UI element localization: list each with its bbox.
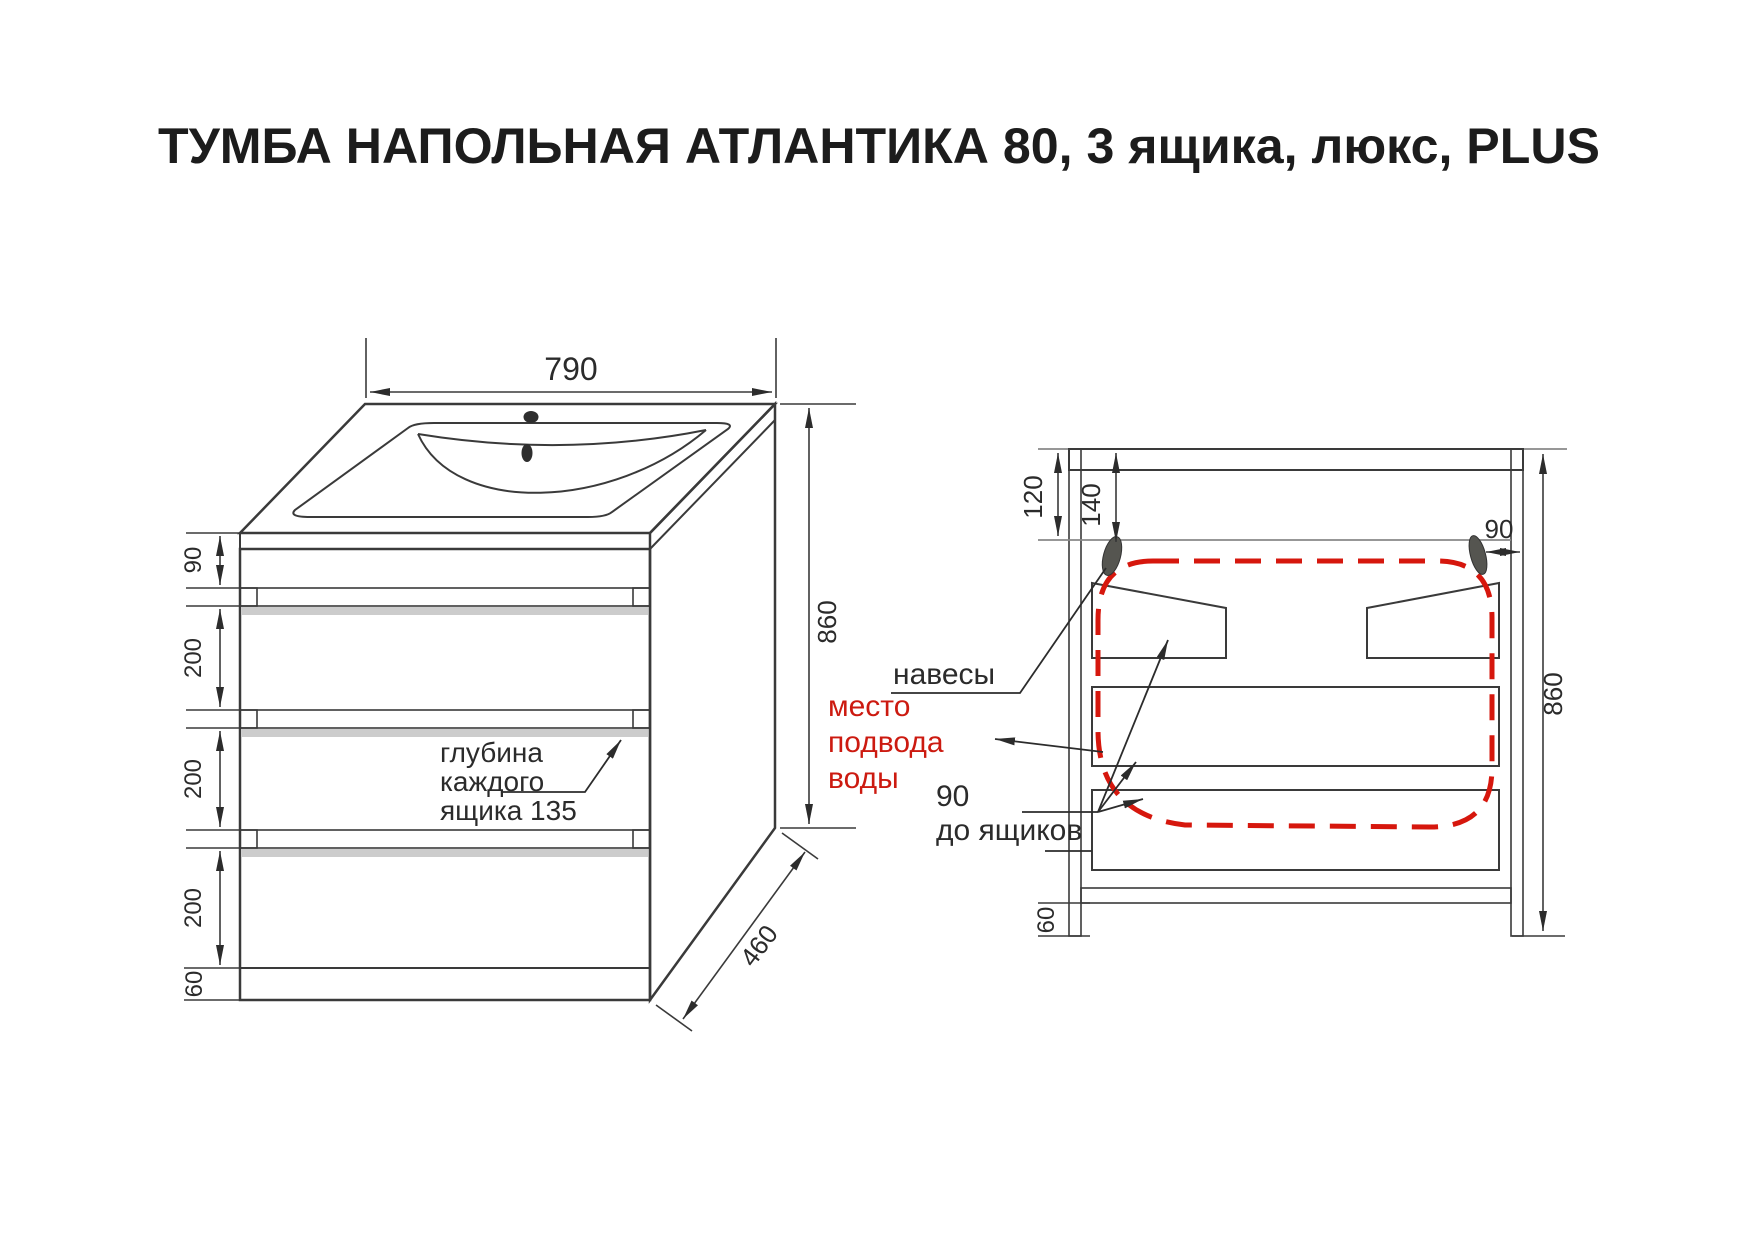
hangers-label: навесы: [893, 658, 996, 691]
water-label-line-2: подвода: [828, 726, 944, 759]
dim-label-200-2: 200: [180, 758, 207, 800]
overflow-hole: [522, 444, 533, 462]
note-line-2: каждого: [440, 766, 545, 797]
dim-label-140: 140: [1076, 483, 1106, 527]
faucet-hole: [524, 411, 539, 423]
note-line-3: ящика 135: [440, 795, 577, 826]
dim-label-200-3: 200: [180, 887, 207, 929]
dim-label-90: 90: [180, 546, 207, 574]
page-title: ТУМБА НАПОЛЬНАЯ АТЛАНТИКА 80, 3 ящика, люкс, PLUS: [158, 118, 1600, 174]
gap-shadow: [242, 729, 648, 737]
water-label-line-3: воды: [828, 762, 899, 795]
note-line-1: глубина: [440, 737, 543, 768]
dim-label-60-plinth: 60: [1033, 906, 1060, 934]
gap-shadow: [242, 607, 648, 615]
dim-label-200-1: 200: [180, 637, 207, 679]
dim-label-120: 120: [1018, 475, 1048, 519]
drawer-clearance-line-2: до ящиков: [936, 814, 1083, 847]
drawer-clearance-line-1: 90: [936, 780, 970, 813]
gap-shadow: [242, 849, 648, 857]
dim-label-860-rear: 860: [1538, 672, 1568, 716]
dim-label-90-hanger: 90: [1484, 514, 1514, 544]
dim-label-60: 60: [181, 970, 208, 998]
dim-label-460: 460: [733, 919, 784, 972]
water-label-line-1: место: [828, 690, 911, 723]
dim-label-790: 790: [544, 351, 598, 387]
dim-label-860-front: 860: [812, 600, 842, 644]
